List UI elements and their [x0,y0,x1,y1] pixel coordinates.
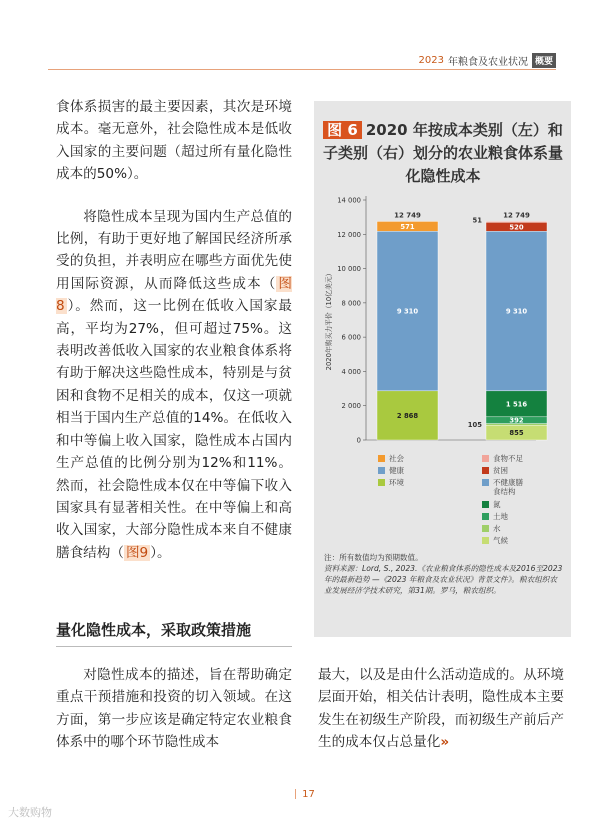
legend-label: 土地 [493,512,508,521]
legend-label: 气候 [493,536,508,545]
running-header [419,53,556,68]
continue-arrow-icon: » [440,734,450,751]
legend-left-column [378,454,404,490]
paragraph-2-text-a: 将隐性成本呈现为国内生产总值的比例，有助于更好地了解国民经济所承受的负担，并表明应在哪些方面优先使用国际资源，从而降低这些成本（ [56,208,292,292]
header-title: 年粮食及农业状况 [447,57,528,68]
legend-item [378,466,404,478]
bar-total-label: 12 749 [503,211,530,220]
data-label: 51 [472,216,482,225]
data-label: 2 868 [396,411,419,420]
legend-label: 氮 [493,500,501,509]
legend-swatch [482,525,489,532]
legend-label: 水 [493,524,501,533]
left-column [56,96,292,564]
y-axis-label: 2020年购买力平价（10亿美元） [325,269,333,371]
data-label: 105 [467,420,482,429]
legend-item [482,512,523,524]
legend-swatch [482,513,489,520]
legend-swatch [482,467,489,474]
y-tick-label: 8 000 [341,299,361,308]
page-footer [0,789,604,800]
legend-label: 不健康膳食结构 [493,478,523,496]
legend-swatch [482,537,489,544]
data-label: 9 310 [396,307,419,316]
bottom-left-paragraph: 对隐性成本的描述，旨在帮助确定重点干预措施和投资的切入领域。在这方面，第一步应该是确定特定农业粮食体系中的哪个环节隐性成本 [56,667,292,751]
legend-swatch [482,501,489,508]
section-heading: 量化隐性成本，采取政策措施 [56,621,252,639]
figure-9-link[interactable]: 图9 [125,544,149,561]
section-rule [56,646,292,647]
legend-label: 社会 [389,454,404,463]
paragraph-1: 食体系损害的最主要因素，其次是环境成本。毫无意外，社会隐性成本是低收入国家的主要问题（超过所有量化隐性成本的50%）。 [56,99,292,183]
bar-segment [486,221,547,222]
legend-swatch [482,455,489,462]
paragraph-2 [56,206,292,565]
paragraph-2-text-b: ）。然而，这一比例在低收入国家最高，平均为27%，但可超过75%。这表明改善低收入国家的农业粮食体系将有助于解决这些隐性成本，特别是与贫困和食物不足相关的成本，仅这一项就相当于国内生产总值的14%。在低收入和中等偏上收入国家，隐性成本占国内生产总值的比例分别为12%和11%。然而，社会隐性成本仅在中等偏下收入国家具有显著相关性。在中等偏上和高收入国家，大部分隐性成本来自不健康膳食结构（ [56,298,292,561]
legend-item [482,536,523,548]
y-tick-label: 6 000 [341,333,361,342]
data-label: 520 [509,223,524,232]
legend-item [482,524,523,536]
figure-source: 资料来源：Lord, S., 2023.《农业粮食体系的隐性成本及2016至2023年的最新趋势 —《2023 年粮食及农业状况》背景文件》。粮农组织农业发展经济学技术研究，第31期。罗马，粮农组织。 [324,564,563,595]
data-label: 9 310 [505,307,528,316]
y-tick-label: 14 000 [337,196,361,205]
bar-total-label: 12 749 [394,211,421,220]
footer-divider [295,789,296,799]
y-tick-label: 12 000 [337,230,361,239]
figure-8-link[interactable]: 图8 [56,275,292,315]
legend-swatch [378,479,385,486]
legend-swatch [482,479,489,486]
figure-title-text: 2020 年按成本类别（左）和子类别（右）划分的农业粮食体系量化隐性成本 [322,121,563,185]
legend-label: 食物不足 [493,454,523,463]
figure-note [324,552,564,596]
y-tick-label: 0 [356,436,361,445]
figure-tag: 图 6 [323,121,362,139]
data-label: 392 [509,416,524,425]
page-number: 17 [302,789,315,800]
bottom-right-paragraph [318,664,564,754]
watermark: 大数购物 [8,806,52,819]
header-rule [48,69,556,70]
legend-label: 贫困 [493,466,508,475]
legend-item [482,466,523,478]
legend-item [482,500,523,512]
header-year: 2023 [418,55,444,66]
legend-item [482,478,523,500]
legend-right-column [482,454,523,548]
header-badge: 概要 [532,53,556,68]
legend-item [378,454,404,466]
legend-item [482,454,523,466]
data-label: 571 [400,222,415,231]
data-label: 1 516 [505,400,528,409]
y-tick-label: 10 000 [337,265,361,274]
y-tick-label: 4 000 [341,367,361,376]
legend-label: 环境 [389,478,404,487]
figure-note-text: 注：所有数值均为预期数值。 [324,553,423,562]
legend-swatch [378,455,385,462]
bottom-right-text: 最大，以及是由什么活动造成的。从环境层面开始，相关估计表明，隐性成本主要发生在初级生产阶段，而初级生产前后产生的成本仅占总量化 [318,667,564,751]
legend-item [378,478,404,490]
figure-6-panel [314,101,571,637]
legend-swatch [378,467,385,474]
legend-label: 健康 [389,466,404,475]
y-tick-label: 2 000 [341,402,361,411]
paragraph-2-text-c: ）。 [150,544,171,561]
data-label: 855 [509,429,524,438]
